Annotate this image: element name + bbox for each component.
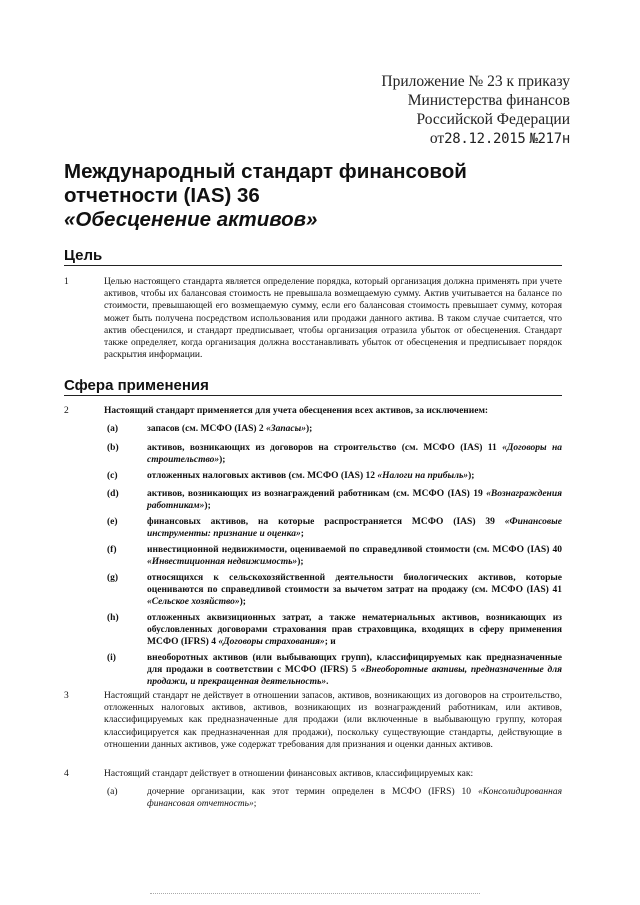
item-label-2e: (e)	[107, 517, 118, 527]
item-2b-text: активов, возникающих из договоров на строительство (см. МСФО (IAS) 11	[147, 443, 503, 453]
item-label-2g: (g)	[107, 573, 119, 583]
item-2c-tail: );	[468, 471, 475, 481]
item-label-2d: (d)	[107, 489, 119, 499]
item-2c-ref: «Налоги на прибыль»	[377, 471, 469, 481]
appendix-line-3: Российской Федерации	[416, 111, 570, 128]
appendix-line-1: Приложение № 23 к приказу	[381, 73, 570, 90]
item-2b-tail: );	[219, 455, 226, 466]
item-2i-ref: «Внеоборотные активы, предназначенные для продажи, и прекращенная деятельность»	[147, 665, 562, 688]
title-line-2: отчетности (IAS) 36	[64, 184, 260, 207]
item-2f-text: инвестиционной недвижимости, оцениваемой по справедливой стоимости (см. МСФО (IAS) 40	[147, 545, 562, 555]
item-2h	[147, 612, 562, 649]
item-2a-ref: «Запасы»	[266, 424, 306, 434]
item-2a-tail: );	[305, 424, 313, 434]
item-2c	[147, 470, 562, 482]
paragraph-4: Настоящий стандарт действует в отношении финансовых активов, классифицируемых как:	[104, 769, 474, 779]
item-4a-text: дочерние организации, как этот термин определен в МСФО (IFRS) 10	[147, 787, 478, 797]
item-label-2c: (c)	[107, 471, 118, 481]
item-2e	[147, 516, 562, 540]
item-2g-ref: «Сельское хозяйство»	[147, 597, 240, 608]
item-2f-ref: «Инвестиционная недвижимость»	[147, 557, 298, 568]
item-2i	[147, 652, 562, 689]
title-line-1: Международный стандарт финансовой	[64, 160, 467, 183]
appendix-header	[381, 72, 570, 149]
appendix-date: 28.12.2015	[444, 131, 526, 147]
item-2f	[147, 544, 562, 568]
appendix-line-2: Министерства финансов	[407, 92, 570, 109]
item-label-4a: (a)	[107, 787, 118, 797]
item-2h-text: отложенных аквизиционных затрат, а также нематериальных активов, возникающих из обусловленных договорами страхования прав страховщика, входящих в сферу применения МСФО (IFRS) 4	[147, 613, 562, 648]
item-2d	[147, 488, 562, 512]
appendix-date-line	[381, 129, 570, 149]
footer-divider	[150, 893, 480, 894]
section-heading-scope: Сфера применения	[64, 378, 562, 396]
appendix-date-prefix: от	[429, 130, 445, 147]
item-label-2a: (a)	[107, 424, 119, 434]
paragraph-1: Целью настоящего стандарта является определение порядка, который организация должна применять при учете активов, чтобы их балансовая стоимость не превышала возмещаемую сумму. Актив учитывается на балансе по стоимости, превышающей его возмещаемую сумму, если его балансовая стоимость превышает сумму, которая может быть получена посредством использования или продажи данного актива. В таком случае считается, что актив обесценился, и стандарт предписывает, чтобы организация отразила убыток от обесценения. Стандарт также определяет, когда организация должна восстанавливать убыток от обесценения и предписывает порядок раскрытия информации.	[104, 277, 562, 361]
item-2b-ref: «Договоры на строительство»	[147, 443, 563, 466]
item-4a-ref: «Консолидированная финансовая отчетность»	[147, 787, 562, 810]
item-2i-tail: .	[326, 677, 329, 688]
item-2h-tail: ; и	[324, 637, 336, 648]
item-2f-tail: );	[297, 557, 304, 568]
item-label-2h: (h)	[107, 613, 119, 623]
item-2e-tail: ;	[300, 529, 304, 540]
section-heading-goal: Цель	[64, 248, 562, 266]
item-2d-text: активов, возникающих из вознаграждений работникам (см. МСФО (IAS) 19	[147, 489, 487, 499]
appendix-number: №217н	[529, 131, 570, 147]
item-label-2i: (i)	[107, 653, 116, 663]
paragraph-number-1: 1	[64, 277, 69, 287]
paragraph-3: Настоящий стандарт не действует в отношении запасов, активов, возникающих из договоров на строительство, отложенных налоговых активов, активов, возникающих из вознаграждений работникам, или активов, классифицируемых как предназначенные для продажи (или включенные в выбывающую группу, которая классифицируется как предназначенная для продажи), поскольку существующие стандарты, действующие в отношении данных активов, уже содержат требования для признания и оценки данных активов.	[104, 691, 562, 750]
item-2a-text: запасов (см. МСФО (IAS) 2	[147, 424, 267, 434]
item-2d-ref: «Вознаграждения работникам»	[147, 489, 562, 512]
paragraph-number-2: 2	[64, 406, 69, 416]
item-4a-tail: ;	[253, 799, 257, 810]
item-label-2b: (b)	[107, 443, 119, 453]
item-2c-text: отложенных налоговых активов (см. МСФО (IAS) 12	[147, 471, 378, 481]
item-2b	[147, 442, 562, 466]
item-2a	[147, 423, 562, 435]
item-label-2f: (f)	[107, 545, 117, 555]
item-2d-tail: );	[204, 501, 211, 512]
item-4a	[147, 786, 562, 810]
item-2g-tail: );	[239, 597, 246, 608]
paragraph-number-4: 4	[64, 769, 69, 779]
item-2g	[147, 572, 562, 609]
document-title	[64, 160, 584, 232]
item-2e-text: финансовых активов, на которые распространяется МСФО (IAS) 39	[147, 517, 505, 527]
item-2i-text: внеоборотных активов (или выбывающих групп), классифицируемых как предназначенные для продажи в соответствии с МСФО (IFRS) 5	[147, 653, 562, 676]
title-line-3: «Обесценение активов»	[64, 208, 318, 231]
paragraph-number-3: 3	[64, 691, 69, 701]
paragraph-2: Настоящий стандарт применяется для учета обесценения всех активов, за исключением:	[104, 406, 489, 416]
item-2e-ref: «Финансовые инструменты: признание и оценка»	[147, 517, 562, 540]
item-2h-ref: «Договоры страхования»	[218, 637, 325, 648]
item-2g-text: относящихся к сельскохозяйственной деятельности биологических активов, которые оцениваются по справедливой стоимости за вычетом затрат на продажу (см. МСФО (IAS) 41	[147, 573, 562, 596]
